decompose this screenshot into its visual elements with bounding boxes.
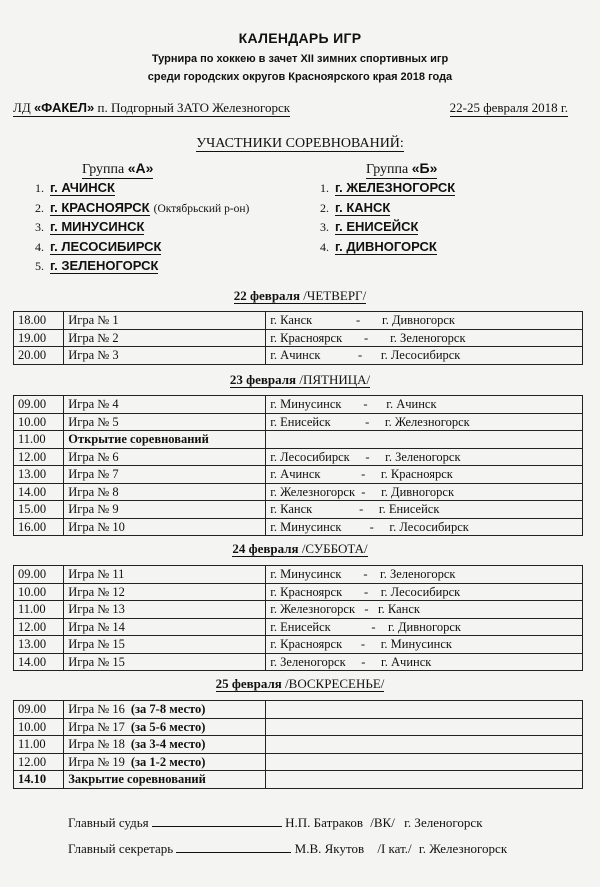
schedule-table — [13, 311, 583, 365]
game-matchup: г. Минусинск - г. Ачинск — [266, 396, 583, 414]
game-label: Игра № 18 — [68, 737, 125, 752]
team-list-item — [320, 180, 455, 200]
table-row — [14, 329, 583, 347]
team-number: 1. — [35, 181, 44, 195]
game-time: 10.00 — [14, 413, 64, 431]
table-row — [14, 618, 583, 636]
game-matchup: г. Канск - г. Енисейск — [266, 501, 583, 519]
team-name: г. КРАСНОЯРСК — [50, 199, 150, 215]
table-row — [14, 753, 583, 771]
game-matchup: г. Красноярск - г. Минусинск — [266, 636, 583, 654]
venue-name: «ФАКЕЛ» — [33, 100, 95, 115]
group-a-team-list — [35, 180, 249, 278]
game-label-cell — [64, 501, 266, 519]
game-label: Закрытие соревнований — [68, 772, 206, 787]
game-label-cell — [64, 466, 266, 484]
group-a-prefix: Группа — [82, 162, 128, 177]
team-name: г. ЖЕЛЕЗНОГОРСК — [335, 180, 456, 195]
game-time: 15.00 — [14, 501, 64, 519]
participants-heading — [0, 136, 600, 152]
game-label: Игра № 12 — [68, 584, 125, 599]
game-label: Игра № 13 — [68, 602, 125, 617]
event-dates: 22-25 февраля 2018 г. — [449, 100, 568, 115]
game-time: 11.00 — [14, 736, 64, 754]
team-list-item — [35, 180, 249, 200]
game-matchup: г. Канск - г. Дивногорск — [266, 312, 583, 330]
day-heading — [0, 676, 600, 692]
day-weekday: /ВОСКРЕСЕНЬЕ/ — [281, 676, 385, 691]
game-label: Игра № 5 — [68, 414, 119, 429]
table-row — [14, 501, 583, 519]
team-list-item — [35, 239, 249, 259]
game-time: 19.00 — [14, 329, 64, 347]
table-row — [14, 736, 583, 754]
game-matchup: г. Енисейск - г. Дивногорск — [266, 618, 583, 636]
day-weekday: /СУББОТА/ — [298, 541, 368, 556]
game-matchup — [266, 701, 583, 719]
day-date: 23 февраля — [229, 372, 297, 387]
day-date: 22 февраля — [233, 288, 301, 303]
table-row — [14, 718, 583, 736]
game-time: 13.00 — [14, 466, 64, 484]
signature-line — [176, 852, 291, 853]
game-matchup: г. Зеленогорск - г. Ачинск — [266, 653, 583, 671]
game-time: 10.00 — [14, 718, 64, 736]
group-b-prefix: Группа — [366, 162, 412, 177]
team-number: 1. — [320, 181, 329, 195]
team-list-item — [320, 219, 455, 239]
game-placement: (за 1-2 место) — [130, 754, 206, 769]
signature-line — [152, 826, 282, 827]
team-list-item — [35, 219, 249, 239]
group-b-name: «Б» — [411, 160, 438, 176]
team-list-item — [320, 239, 455, 259]
team-name: г. ЕНИСЕЙСК — [335, 219, 419, 234]
game-label: Игра № 14 — [68, 619, 125, 634]
day-heading — [0, 288, 600, 304]
game-label-cell — [64, 448, 266, 466]
signature-name: М.В. Якутов — [294, 841, 365, 856]
team-name: г. ЗЕЛЕНОГОРСК — [50, 258, 159, 273]
game-time: 09.00 — [14, 701, 64, 719]
game-label-cell — [64, 566, 266, 584]
game-label-cell — [64, 583, 266, 601]
game-time: 20.00 — [14, 347, 64, 365]
day-date: 24 февраля — [232, 541, 299, 556]
signature-rank: /ВК/ — [370, 815, 395, 830]
game-matchup: г. Енисейск - г. Железногорск — [266, 413, 583, 431]
game-time: 09.00 — [14, 396, 64, 414]
table-row — [14, 583, 583, 601]
game-label: Игра № 2 — [68, 330, 119, 345]
game-matchup — [266, 753, 583, 771]
game-label-cell — [64, 636, 266, 654]
team-list-item — [35, 200, 249, 220]
team-name: г. МИНУСИНСК — [50, 219, 145, 234]
game-label: Игра № 8 — [68, 484, 119, 499]
day-weekday: /ЧЕТВЕРГ/ — [300, 288, 367, 303]
group-b-title — [366, 160, 437, 179]
game-label: Игра № 4 — [68, 397, 119, 412]
game-matchup: г. Железногорск - г. Дивногорск — [266, 483, 583, 501]
game-label: Игра № 11 — [68, 567, 125, 582]
game-label-cell — [64, 329, 266, 347]
venue-line — [13, 100, 290, 116]
game-matchup — [266, 736, 583, 754]
game-label: Игра № 15 — [68, 654, 125, 669]
team-list-item — [320, 200, 455, 220]
game-matchup: г. Ачинск - г. Лесосибирск — [266, 347, 583, 365]
game-label: Открытие соревнований — [68, 432, 209, 447]
game-matchup: г. Железногорск - г. Канск — [266, 601, 583, 619]
game-label: Игра № 17 — [68, 719, 125, 734]
game-time: 11.00 — [14, 431, 64, 449]
game-time: 13.00 — [14, 636, 64, 654]
game-label-cell — [64, 618, 266, 636]
game-label: Игра № 9 — [68, 502, 119, 517]
table-row — [14, 347, 583, 365]
signature-rank: /I кат./ — [377, 841, 412, 856]
subtitle-line-1: Турнира по хоккею в зачет XII зимних спортивных игр — [151, 53, 449, 65]
game-time: 10.00 — [14, 583, 64, 601]
day-date: 25 февраля — [215, 676, 282, 691]
document-title: КАЛЕНДАРЬ ИГР — [238, 30, 362, 46]
team-number: 2. — [35, 200, 44, 215]
team-number: 2. — [320, 200, 329, 215]
team-name: г. АЧИНСК — [50, 180, 115, 195]
game-time: 12.00 — [14, 618, 64, 636]
game-time: 14.10 — [14, 771, 64, 789]
day-weekday: /ПЯТНИЦА/ — [296, 372, 371, 387]
game-matchup: г. Минусинск - г. Зеленогорск — [266, 566, 583, 584]
game-label: Игра № 19 — [68, 754, 125, 769]
game-matchup: г. Минусинск - г. Лесосибирск — [266, 518, 583, 536]
table-row — [14, 483, 583, 501]
schedule-table — [13, 565, 583, 671]
table-row — [14, 431, 583, 449]
game-label-cell — [64, 431, 266, 449]
signature-role: Главный судья — [68, 815, 149, 830]
game-label: Игра № 16 — [68, 702, 125, 717]
team-name: г. КАНСК — [335, 199, 391, 215]
group-a-name: «А» — [127, 160, 154, 176]
game-time: 16.00 — [14, 518, 64, 536]
team-number: 5. — [35, 259, 44, 273]
team-number: 4. — [35, 239, 44, 254]
team-list-item — [35, 258, 249, 278]
game-matchup — [266, 431, 583, 449]
game-label-cell — [64, 753, 266, 771]
team-note: (Октябрьский р-он) — [153, 202, 250, 215]
game-label-cell — [64, 396, 266, 414]
chief-secretary-signature — [68, 841, 507, 857]
table-row — [14, 566, 583, 584]
group-a-title — [82, 160, 153, 179]
game-label-cell — [64, 736, 266, 754]
game-matchup: г. Красноярск - г. Лесосибирск — [266, 583, 583, 601]
game-label-cell — [64, 718, 266, 736]
table-row — [14, 636, 583, 654]
game-label: Игра № 10 — [68, 519, 125, 534]
game-label: Игра № 15 — [68, 637, 125, 652]
table-row — [14, 771, 583, 789]
team-name: г. ЛЕСОСИБИРСК — [50, 238, 162, 254]
table-row — [14, 413, 583, 431]
day-heading — [0, 372, 600, 388]
table-row — [14, 518, 583, 536]
game-label: Игра № 3 — [68, 348, 119, 363]
team-number: 4. — [320, 239, 329, 254]
game-time: 14.00 — [14, 653, 64, 671]
game-time: 09.00 — [14, 566, 64, 584]
game-matchup: г. Лесосибирск - г. Зеленогорск — [266, 448, 583, 466]
game-time: 14.00 — [14, 483, 64, 501]
game-label: Игра № 7 — [68, 467, 119, 482]
game-label: Игра № 6 — [68, 449, 119, 464]
participants-title: УЧАСТНИКИ СОРЕВНОВАНИЙ: — [196, 136, 404, 151]
game-label-cell — [64, 413, 266, 431]
chief-judge-signature — [68, 815, 483, 831]
game-label-cell — [64, 653, 266, 671]
group-b-team-list — [320, 180, 455, 258]
game-label-cell — [64, 312, 266, 330]
game-label-cell — [64, 601, 266, 619]
signature-city: г. Зеленогорск — [404, 815, 483, 830]
table-row — [14, 448, 583, 466]
venue-prefix: ЛД — [13, 100, 34, 115]
signature-name: Н.П. Батраков — [285, 815, 363, 830]
game-matchup: г. Ачинск - г. Красноярск — [266, 466, 583, 484]
schedule-table — [13, 395, 583, 536]
game-matchup — [266, 718, 583, 736]
game-time: 18.00 — [14, 312, 64, 330]
game-label-cell — [64, 701, 266, 719]
game-label: Игра № 1 — [68, 313, 119, 328]
team-number: 3. — [320, 220, 329, 234]
game-label-cell — [64, 771, 266, 789]
table-row — [14, 601, 583, 619]
table-row — [14, 701, 583, 719]
table-row — [14, 396, 583, 414]
game-matchup: г. Красноярск - г. Зеленогорск — [266, 329, 583, 347]
game-label-cell — [64, 483, 266, 501]
subtitle-line-2: среди городских округов Красноярского края 2018 года — [147, 71, 453, 83]
game-time: 12.00 — [14, 448, 64, 466]
table-row — [14, 466, 583, 484]
game-placement: (за 7-8 место) — [130, 702, 206, 717]
venue-location: п. Подгорный ЗАТО Железногорск — [94, 100, 291, 115]
game-placement: (за 3-4 место) — [130, 737, 206, 752]
game-time: 12.00 — [14, 753, 64, 771]
game-matchup — [266, 771, 583, 789]
team-number: 3. — [35, 220, 44, 234]
game-time: 11.00 — [14, 601, 64, 619]
signature-role: Главный секретарь — [68, 841, 174, 856]
day-heading — [0, 541, 600, 557]
table-row — [14, 312, 583, 330]
signature-city: г. Железногорск — [418, 841, 508, 856]
team-name: г. ДИВНОГОРСК — [335, 238, 437, 254]
game-label-cell — [64, 347, 266, 365]
schedule-table — [13, 700, 583, 789]
game-label-cell — [64, 518, 266, 536]
table-row — [14, 653, 583, 671]
game-placement: (за 5-6 место) — [130, 719, 206, 734]
